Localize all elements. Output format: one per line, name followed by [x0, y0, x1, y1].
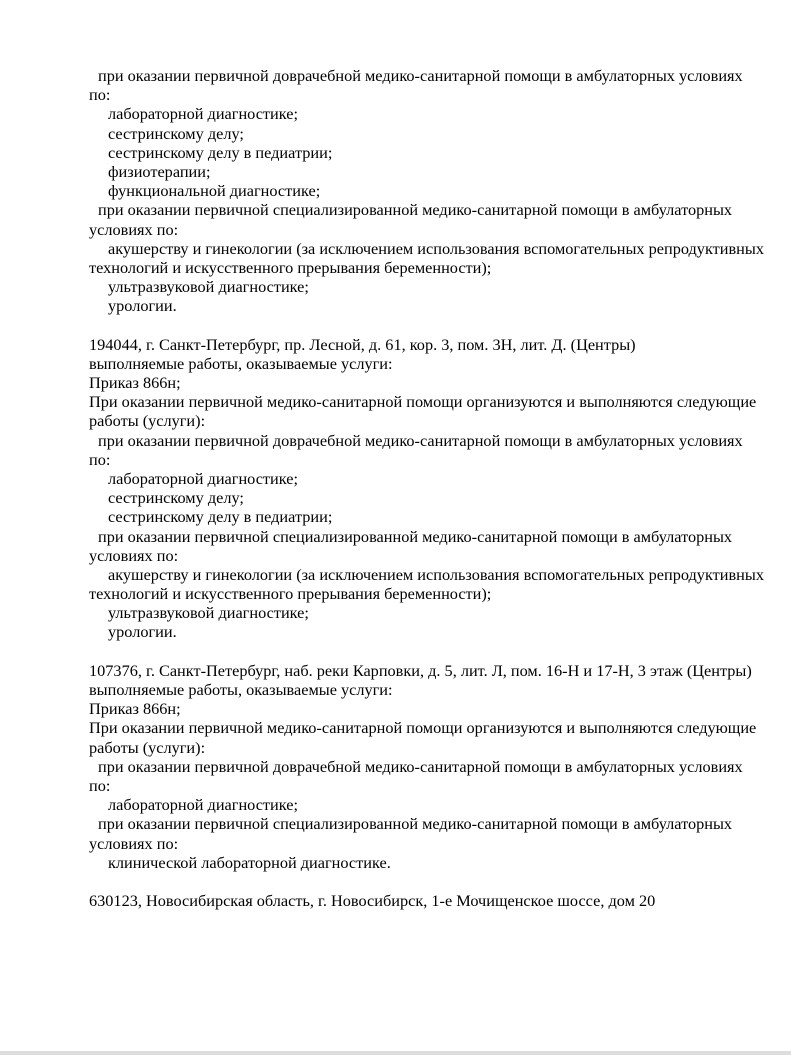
- document-line: лабораторной диагностике;: [108, 795, 299, 815]
- document-line: лабораторной диагностике;: [108, 468, 299, 488]
- document-line: ультразвуковой диагностике;: [108, 277, 309, 297]
- document-line: сестринскому делу в педиатрии;: [108, 507, 333, 527]
- document-line: работы (услуги):: [89, 737, 206, 757]
- document-line: физиотерапии;: [108, 161, 211, 181]
- document-line: по:: [89, 85, 111, 105]
- document-line: при оказании первичной доврачебной медико-санитарной помощи в амбулаторных условиях: [98, 66, 743, 85]
- document-line: акушерству и гинекологии (за исключением использования вспомогательных репродуктивных: [108, 238, 764, 258]
- document-line: по:: [89, 449, 111, 469]
- document-text: [89, 66, 764, 911]
- document-line: выполняемые работы, оказываемые услуги:: [89, 680, 393, 699]
- document-section-address-194044: [89, 334, 764, 642]
- document-line: выполняемые работы, оказываемые услуги:: [89, 353, 393, 373]
- document-line: условиях по:: [89, 545, 179, 565]
- document-section-works-list-continued: [89, 66, 764, 316]
- document-line: технологий и искусственного прерывания беременности);: [89, 584, 492, 604]
- document-line: по:: [89, 775, 111, 795]
- document-line: урологии.: [108, 622, 177, 642]
- document-line: при оказании первичной доврачебной медико-санитарной помощи в амбулаторных условиях: [98, 430, 743, 450]
- document-line: работы (услуги):: [89, 411, 206, 431]
- document-line: 107376, г. Санкт-Петербург, наб. реки Карповки, д. 5, лит. Л, пом. 16-Н и 17-Н, 3 этаж (Центры): [89, 660, 752, 680]
- document-line: акушерству и гинекологии (за исключением использования вспомогательных репродуктивных: [108, 564, 764, 584]
- document-line: при оказании первичной специализированной медико-санитарной помощи в амбулаторных: [98, 814, 733, 834]
- document-line: ультразвуковой диагностике;: [108, 603, 309, 623]
- document-line: Приказ 866н;: [89, 373, 181, 392]
- page-bottom-separator: [0, 1051, 791, 1055]
- document-line: условиях по:: [89, 833, 179, 853]
- document-line: функциональной диагностике;: [108, 181, 321, 201]
- document-line: при оказании первичной специализированной медико-санитарной помощи в амбулаторных: [98, 526, 733, 546]
- document-line: при оказании первичной специализированной медико-санитарной помощи в амбулаторных: [98, 200, 733, 220]
- document-line: лабораторной диагностике;: [108, 104, 299, 124]
- document-line: урологии.: [108, 296, 177, 316]
- document-line: При оказании первичной медико-санитарной помощи организуются и выполняются следующие: [89, 392, 757, 412]
- document-line: 194044, г. Санкт-Петербург, пр. Лесной, д. 61, кор. 3, пом. 3Н, лит. Д. (Центры): [89, 334, 636, 354]
- document-line: при оказании первичной доврачебной медико-санитарной помощи в амбулаторных условиях: [98, 756, 743, 776]
- document-line: клинической лабораторной диагностике.: [108, 852, 391, 872]
- document-line: сестринскому делу;: [108, 123, 244, 143]
- document-line: При оказании первичной медико-санитарной помощи организуются и выполняются следующие: [89, 718, 757, 738]
- document-line: 630123, Новосибирская область, г. Новосибирск, 1-е Мочищенское шоссе, дом 20: [89, 891, 656, 911]
- document-line: технологий и искусственного прерывания беременности);: [89, 257, 492, 277]
- document-line: сестринскому делу;: [108, 488, 244, 508]
- document-line: сестринскому делу в педиатрии;: [108, 142, 333, 162]
- document-line: условиях по:: [89, 219, 179, 239]
- document-line: Приказ 866н;: [89, 699, 181, 719]
- document-section-address-107376: [89, 661, 761, 872]
- document-section-address-630123: [89, 891, 761, 910]
